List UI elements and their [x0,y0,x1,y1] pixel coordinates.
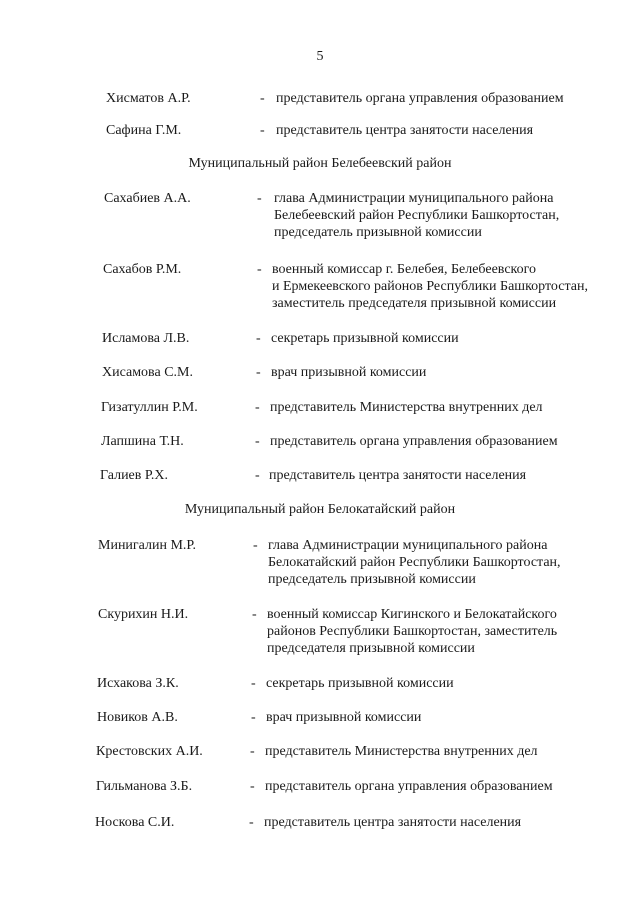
member-role: военный комиссар г. Белебея, Белебеевского и Ермекеевского районов Республики Башкортостан, заместитель председателя призывной комиссии [272,262,588,311]
member-name: Сахабов Р.М. [103,262,182,277]
member-name: Носкова С.И. [95,815,175,830]
member-name: Хисматов А.Р. [106,91,191,106]
dash: - [250,744,255,759]
member-name: Исхакова З.К. [97,676,179,691]
dash: - [257,191,262,206]
dash: - [260,123,265,138]
dash: - [255,434,260,449]
member-name: Новиков А.В. [97,710,178,725]
member-role: секретарь призывной комиссии [266,676,454,691]
dash: - [256,331,261,346]
dash: - [255,468,260,483]
member-name: Галиев Р.Х. [100,468,169,483]
dash: - [251,710,256,725]
member-role: представитель центра занятости населения [276,123,534,138]
member-name: Сафина Г.М. [106,123,182,138]
section-heading: Муниципальный район Белебеевский район [188,156,452,171]
dash: - [255,400,260,415]
member-role: представитель органа управления образованием [276,91,564,106]
member-role: представитель Министерства внутренних дел [265,744,538,759]
dash: - [251,676,256,691]
member-name: Минигалин М.Р. [98,538,196,553]
member-role: представитель органа управления образованием [265,779,553,794]
member-name: Крестовских А.И. [96,744,203,759]
dash: - [256,365,261,380]
member-role: военный комиссар Кигинского и Белокатайского районов Республики Башкортостан, заместитель председателя призывной комиссии [267,607,558,656]
dash: - [252,607,257,622]
member-role: врач призывной комиссии [266,710,422,725]
dash: - [260,91,265,106]
member-role: врач призывной комиссии [271,365,427,380]
member-name: Хисамова С.М. [102,365,193,380]
member-name: Гизатуллин Р.М. [101,400,198,415]
member-name: Сахабиев А.А. [104,191,191,206]
member-role: глава Администрации муниципального района Белокатайский район Республики Башкортостан, председатель призывной комиссии [268,538,561,587]
member-name: Скурихин Н.И. [98,607,189,622]
member-role: представитель Министерства внутренних дел [270,400,543,415]
member-role: глава Администрации муниципального района Белебеевский район Республики Башкортостан, председатель призывной комиссии [274,191,560,240]
dash: - [253,538,258,553]
dash: - [249,815,254,830]
member-name: Исламова Л.В. [102,331,190,346]
member-role: секретарь призывной комиссии [271,331,459,346]
dash: - [250,779,255,794]
section-heading: Муниципальный район Белокатайский район [184,502,456,517]
dash: - [257,262,262,277]
page-number: 5 [316,49,324,64]
member-role: представитель центра занятости населения [264,815,522,830]
member-role: представитель органа управления образованием [270,434,558,449]
member-name: Лапшина Т.Н. [101,434,184,449]
member-role: представитель центра занятости населения [269,468,527,483]
member-name: Гильманова З.Б. [96,779,193,794]
